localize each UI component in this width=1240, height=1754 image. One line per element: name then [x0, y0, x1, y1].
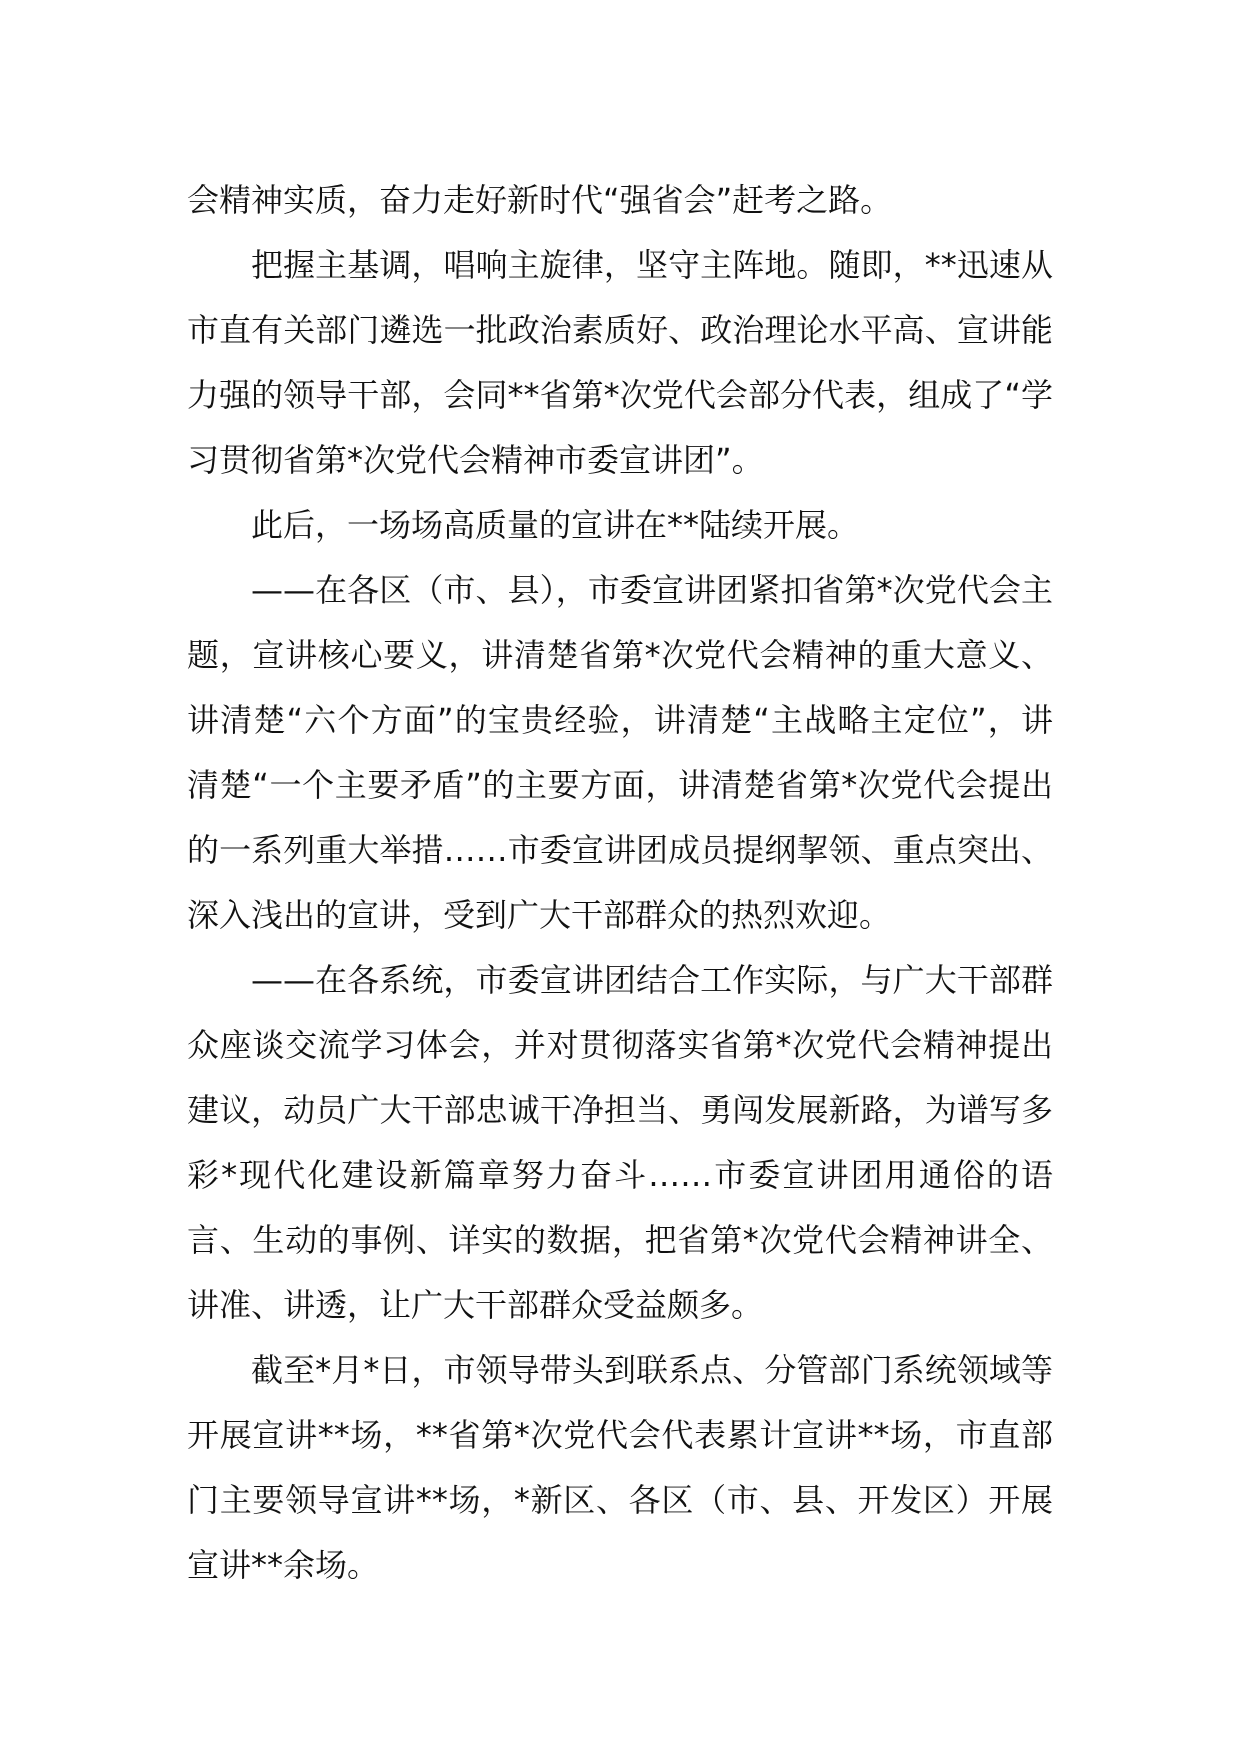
paragraph-5: ——在各系统，市委宣讲团结合工作实际，与广大干部群众座谈交流学习体会，并对贯彻落实省第*次党代会精神提出建议，动员广大干部忠诚干净担当、勇闯发展新路，为谱写多彩*现代化建设新篇章努力奋斗……市委宣讲团用通俗的语言、生动的事例、详实的数据，把省第*次党代会精神讲全、讲准、讲透，让广大干部群众受益颇多。	[187, 961, 1053, 1324]
document-body	[187, 168, 1053, 1598]
paragraph-6: 截至*月*日，市领导带头到联系点、分管部门系统领域等开展宣讲**场，**省第*次党代会代表累计宣讲**场，市直部门主要领导宣讲**场，*新区、各区（市、县、开发区）开展宣讲**余场。	[187, 1351, 1053, 1584]
paragraph-3: 此后，一场场高质量的宣讲在**陆续开展。	[251, 506, 860, 544]
paragraph-4: ——在各区（市、县），市委宣讲团紧扣省第*次党代会主题，宣讲核心要义，讲清楚省第*次党代会精神的重大意义、讲清楚“六个方面”的宝贵经验，讲清楚“主战略主定位”，讲清楚“一个主要矛盾”的主要方面，讲清楚省第*次党代会提出的一系列重大举措……市委宣讲团成员提纲挈领、重点突出、深入浅出的宣讲，受到广大干部群众的热烈欢迎。	[187, 571, 1053, 934]
paragraph-1: 会精神实质，奋力走好新时代“强省会”赶考之路。	[187, 181, 893, 219]
paragraph-2: 把握主基调，唱响主旋律，坚守主阵地。随即，**迅速从市直有关部门遴选一批政治素质好、政治理论水平高、宣讲能力强的领导干部，会同**省第*次党代会部分代表，组成了“学习贯彻省第*次党代会精神市委宣讲团”。	[187, 246, 1053, 479]
